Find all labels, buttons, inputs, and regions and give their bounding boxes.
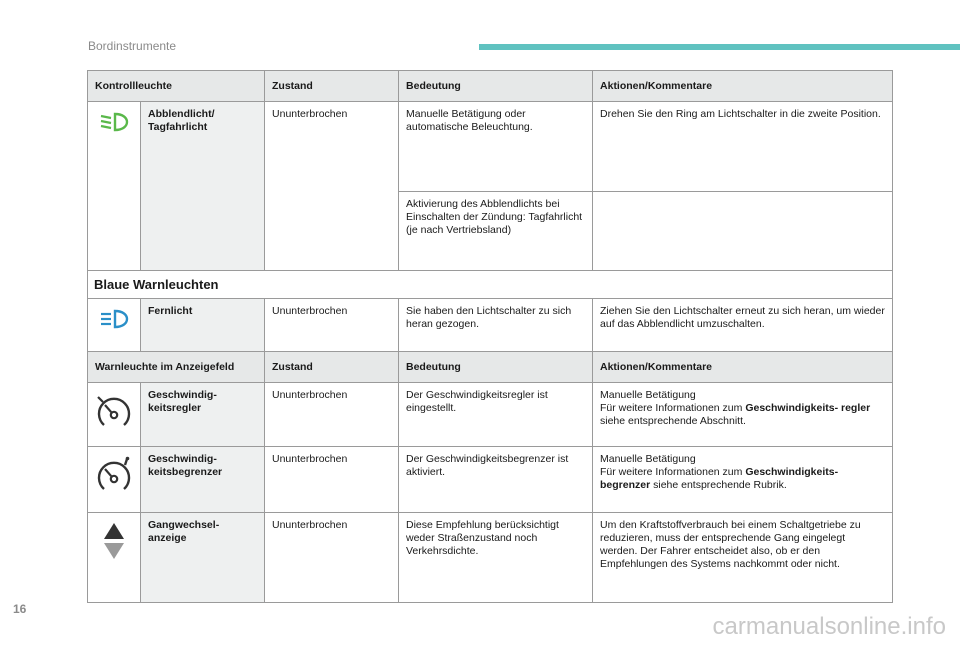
speed-limiter-action xyxy=(593,447,893,513)
high-beam-state: Ununterbrochen xyxy=(265,299,399,358)
speed-limiter-action-pre: Für weitere Informationen zum xyxy=(600,466,746,478)
header-kontrollleuchte: Kontrollleuchte xyxy=(88,71,265,102)
cruise-control-action-line1: Manuelle Betätigung xyxy=(600,389,696,401)
gear-shift-action: Um den Kraftstoffverbrauch bei einem Schaltgetriebe zu reduzieren, muss der entsprechende Gang eingelegt werden. Der Fahrer entscheidet also, ob er den Empfehlungen des Systems nachkommt oder nicht. xyxy=(593,513,893,603)
cruise-control-action-bold: Geschwindigkeits- regler xyxy=(745,402,871,414)
speed-limiter-state: Ununterbrochen xyxy=(265,447,399,513)
gear-shift-name: Gangwechsel- anzeige xyxy=(141,513,265,603)
low-beam-action-a: Drehen Sie den Ring am Lichtschalter in die zweite Position. xyxy=(593,102,893,192)
header-zustand: Zustand xyxy=(265,71,399,102)
speed-limiter-icon xyxy=(88,455,140,495)
warning-lights-table xyxy=(87,70,893,358)
header-warnleuchte: Warnleuchte im Anzeigefeld xyxy=(88,352,265,383)
high-beam-name: Fernlicht xyxy=(141,299,265,358)
low-beam-headlamp-icon xyxy=(88,110,140,134)
table-header-row xyxy=(88,71,893,102)
section-title: Bordinstrumente xyxy=(88,39,177,53)
header-bedeutung: Bedeutung xyxy=(399,71,593,102)
cruise-control-icon xyxy=(88,391,140,431)
gear-shift-icon-cell xyxy=(88,513,141,603)
header-bedeutung: Bedeutung xyxy=(399,352,593,383)
subheading-row xyxy=(88,271,893,299)
cruise-control-icon-cell xyxy=(88,383,141,447)
speed-limiter-name: Geschwindig- keitsbegrenzer xyxy=(141,447,265,513)
header-accent-bar xyxy=(479,44,960,50)
high-beam-headlamp-icon xyxy=(88,307,140,331)
high-beam-icon-cell xyxy=(88,299,141,358)
gear-shift-meaning: Diese Empfehlung berücksichtigt weder Straßenzustand noch Verkehrsdichte. xyxy=(399,513,593,603)
low-beam-state: Ununterbrochen xyxy=(265,102,399,271)
low-beam-meaning-b: Aktivierung des Abblendlichts bei Einschalten der Zündung: Tagfahrlicht (je nach Vertriebsland) xyxy=(399,192,593,271)
table-header-row xyxy=(88,352,893,383)
gear-shift-state: Ununterbrochen xyxy=(265,513,399,603)
cruise-control-meaning: Der Geschwindigkeitsregler ist eingestellt. xyxy=(399,383,593,447)
cruise-control-state: Ununterbrochen xyxy=(265,383,399,447)
speed-limiter-action-post: siehe entsprechende Rubrik. xyxy=(650,479,787,491)
cruise-control-action xyxy=(593,383,893,447)
table-row xyxy=(88,102,893,192)
speed-limiter-meaning: Der Geschwindigkeitsbegrenzer ist aktiviert. xyxy=(399,447,593,513)
display-warning-lights-table xyxy=(87,351,893,603)
table-row xyxy=(88,299,893,358)
table-row xyxy=(88,447,893,513)
header-aktionen: Aktionen/Kommentare xyxy=(593,71,893,102)
watermark: carmanualsonline.info xyxy=(712,613,946,640)
low-beam-icon-cell xyxy=(88,102,141,271)
cruise-control-name: Geschwindig- keitsregler xyxy=(141,383,265,447)
low-beam-name: Abblendlicht/ Tagfahrlicht xyxy=(141,102,265,271)
speed-limiter-action-line1: Manuelle Betätigung xyxy=(600,453,696,465)
high-beam-action: Ziehen Sie den Lichtschalter erneut zu sich heran, um wieder auf das Abblendlicht umzuschalten. xyxy=(593,299,893,358)
low-beam-action-b xyxy=(593,192,893,271)
speed-limiter-icon-cell xyxy=(88,447,141,513)
page-number: 16 xyxy=(13,602,27,616)
low-beam-meaning-a: Manuelle Betätigung oder automatische Beleuchtung. xyxy=(399,102,593,192)
gear-shift-indicator-icon xyxy=(88,521,140,561)
table-row xyxy=(88,513,893,603)
blue-warning-lights-heading: Blaue Warnleuchten xyxy=(88,271,893,299)
cruise-control-action-post: siehe entsprechende Abschnitt. xyxy=(600,415,746,427)
header-zustand: Zustand xyxy=(265,352,399,383)
cruise-control-action-pre: Für weitere Informationen zum xyxy=(600,402,746,414)
high-beam-meaning: Sie haben den Lichtschalter zu sich heran gezogen. xyxy=(399,299,593,358)
header-aktionen: Aktionen/Kommentare xyxy=(593,352,893,383)
speed-limiter-action-bold: Geschwindigkeits- begrenzer xyxy=(600,466,839,491)
table-row xyxy=(88,383,893,447)
